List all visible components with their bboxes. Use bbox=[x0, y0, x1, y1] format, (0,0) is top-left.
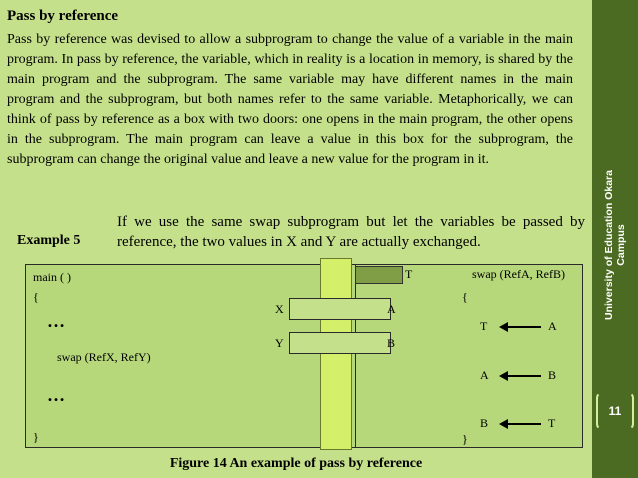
memory-label-x: X bbox=[275, 302, 284, 316]
institution-line-1: University of Education Okara bbox=[603, 170, 615, 320]
slide-heading: Pass by reference bbox=[7, 8, 119, 24]
swap-header: swap (RefA, RefB) bbox=[472, 267, 565, 281]
swap-row-1-left: T bbox=[480, 319, 488, 333]
memory-cell-t bbox=[355, 266, 403, 284]
memory-cell-x-a bbox=[289, 298, 391, 320]
swap-row-3-left: B bbox=[480, 416, 489, 430]
memory-label-y: Y bbox=[275, 336, 284, 350]
figure-caption: Figure 14 An example of pass by reference bbox=[169, 456, 423, 471]
memory-label-b: B bbox=[387, 336, 396, 350]
swap-row-1-right: A bbox=[548, 319, 557, 333]
pass-by-reference-diagram bbox=[25, 264, 581, 450]
page-number: 11 bbox=[608, 404, 622, 418]
example-text: If we use the same swap subprogram but let the variables be passed by reference, the two values in X and Y are actually exchanged. bbox=[117, 214, 585, 250]
memory-label-t: T bbox=[405, 267, 413, 281]
body-paragraph: Pass by reference was devised to allow a subprogram to change the value of a variable in the main program. In pass by reference, the variable, which in reality is a location in memory, is shared by the main program and the subprogram. The same variable may have different names in the main program and the subprogram, but both names refer to the same variable. Metaphorically, we can think of pass by reference as a box with two doors: one opens in the main program, the other opens in the subprogram. The main program can leave a value in this box for the subprogram, the subprogram can change the original value and leave a new value for the program in it. bbox=[7, 32, 573, 167]
main-ellipsis-1: … bbox=[47, 311, 66, 331]
arrow-left-icon bbox=[507, 326, 541, 328]
arrow-left-icon bbox=[507, 423, 541, 425]
institution-line-2: Campus bbox=[615, 224, 627, 266]
swap-close-brace: } bbox=[462, 432, 468, 446]
swap-row-2-right: B bbox=[548, 368, 557, 382]
main-header: main ( ) bbox=[33, 270, 71, 284]
swap-open-brace: { bbox=[462, 290, 468, 304]
main-ellipsis-2: … bbox=[47, 385, 66, 405]
main-open-brace: { bbox=[33, 290, 39, 304]
memory-cell-y-b bbox=[289, 332, 391, 354]
shared-memory-column bbox=[320, 258, 352, 450]
main-close-brace: } bbox=[33, 430, 39, 444]
main-swap-call: swap (RefX, RefY) bbox=[57, 350, 151, 364]
memory-label-a: A bbox=[387, 302, 396, 316]
page-number-badge bbox=[596, 392, 634, 430]
swap-row-2-left: A bbox=[480, 368, 489, 382]
example-label: Example 5 bbox=[17, 233, 81, 248]
institution-name bbox=[603, 170, 627, 320]
swap-row-3-right: T bbox=[548, 416, 556, 430]
arrow-left-icon bbox=[507, 375, 541, 377]
